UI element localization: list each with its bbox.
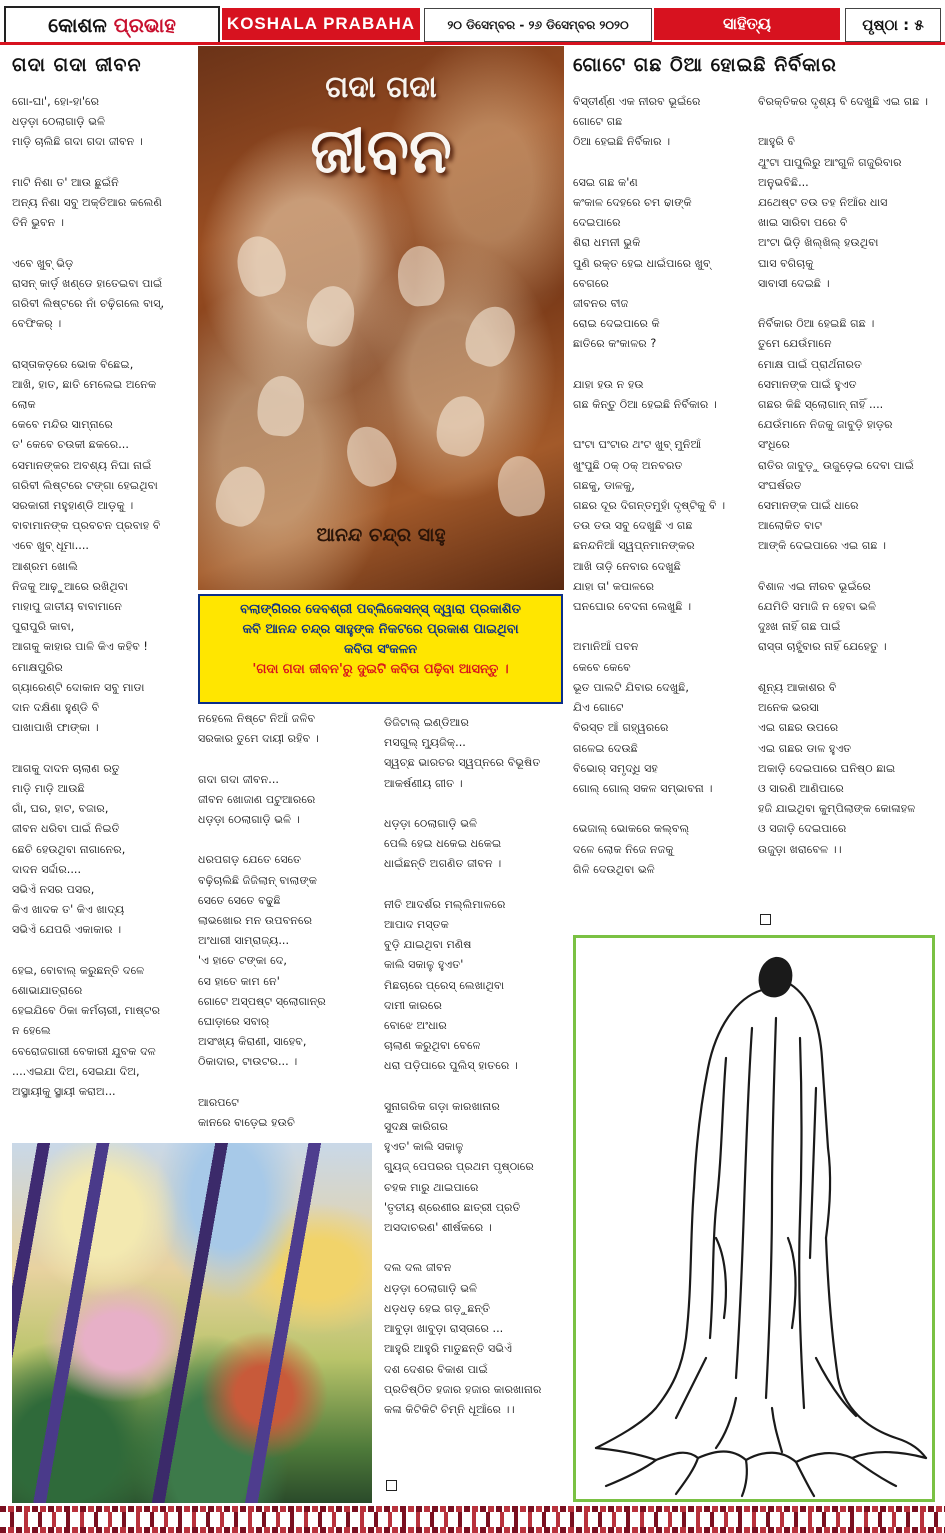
tree-sketch-image	[573, 935, 935, 1502]
poem2-column-2: ବିରକ୍ତିକର ଦୃଶ୍ୟ ବି ଦେଖୁଛି ଏଇ ଗଛ । ଆହୁରି ବି ଥୁଂଟା ପାପୁଲିରୁ ଆଂଗୁଳି ଗଜୁରିବାର ଅନୁଭବିଛି... ଯଥେଷ୍ଟ ତଉ ତହ ନିଆଁର ଧାସ ଖାଇ ସାରିବା ପରେ ବି ଅଂଟା ଭିଡ଼ି ଖିଲ୍‌ଖିଲ୍ ହଉଥିବା ଘାସ ବଗିଚାକୁ ସାବାସୀ ଦେଇଛି । ନିର୍ବିକାର ଠିଆ ହେଇଛି ଗଛ । ତୁମେ ଯେଉଁମାନେ ମୋକ୍ଷ ପାଇଁ ପ୍ରାର୍ଥନାରତ ସେମାନଙ୍କ ପାଇଁ ହୁଏତ ଗଛର କିଛି ସ୍ଲୋଗାନ୍ ନାହିଁ .... ଯେଉଁମାନେ ନିଜକୁ ଜାବୁଡ଼ି ହାଡ଼ର ସଂଧିରେ ରାତିର ଜାବୁଡ଼ୁ ଉଜୁଡ଼େଇ ଦେବା ପାଇଁ ସଂଘର୍ଷରତ ସେମାନଙ୍କ ପାଇଁ ଧାରେ ଆଲୋକିତ ବାଟ ଆଙ୍କି ଦେଇପାରେ ଏଇ ଗଛ । ବିଶାଳ ଏଇ ନୀରବ ଭୂଇଁରେ ଯେମିତି ସମାଜି ନ ହେବା ଭଳି ଦୁଃଖ ନାହିଁ ଗଛ ପାଇଁ ରାସ୍ତା ଚାହୁଁବାର ନାହିଁ ଯେହେତୁ । ଶୂନ୍ୟ ଆକାଶର ବି ଅନେକ ଭରସା ଏଇ ଗଛର ଉପରେ ଏଇ ଗଛର ଡାଳ ହୁଏତ ଅକାଡ଼ି ଦେଇପାରେ ଘନିଷ୍ଠ ଛାଇ ଓ ସାରଣି ଆଣିପାରେ ହଜି ଯାଇଥିବା କୁମ୍ପିଲାଙ୍କ କୋଳାହଳ ଓ ସଜାଡ଼ି ଦେଇପାରେ ଉଜୁଡ଼ା ଖରାବେଳ ।।	[758, 95, 928, 856]
forest-painting-image	[12, 1143, 372, 1503]
logo-text-b: ପ୍ରଭାହ	[113, 13, 176, 37]
notice-line-3: କବିତା ସଂକଳନ	[343, 642, 418, 657]
header-divider	[0, 42, 945, 45]
newspaper-logo[interactable]	[4, 6, 220, 44]
poem1-title: ଗଦା ଗଦା ଜୀବନ	[12, 54, 142, 76]
book-notice-box	[198, 594, 563, 704]
tree-sketch-drawing	[576, 938, 932, 1499]
poem1-column-2: ନହେଲେ ନିଷ୍ଟେ ନିଆଁ ଜଳିବ ସରକାର ତୁମେ ଦାୟୀ ରହିବ । ଗଦା ଗଦା ଜୀବନ... ଜୀବନ ଖୋଜାଣ ପଟୁଆରରେ ଧଡ଼ଡ଼ା ଠେଲାଗାଡ଼ି ଭଳି । ଧରପଗଡ଼ ଯେତେ ସେତେ ବଢ଼ିଚାଲିଛି ଜିଜିଲାନ୍ ବାଲାଙ୍କ ସେତେ ସେତେ ବଢୁଛି ଲାଭଖୋର ମନ ଉପବନରେ ଅଂଧାରୀ ସାମ୍ରାଜ୍ୟ... 'ଏ ହାତେ ଟଙ୍କା ଦେ, ସେ ହାତେ କାମ ନେ' ଗୋଟେ ଅସ୍ପଷ୍ଟ ସ୍ଲୋଗାନ୍ର ଘୋଡ଼ାରେ ସବାର୍ ଅସଂଖ୍ୟ କିରାଣୀ, ସାହେବ, ଠିକାଦାର, ଟାଉଟର... । ଆରପଟେ କାନରେ ବାଡ଼େଇ ହଉଚି	[198, 712, 326, 1130]
logo-text-a: କୋଶଳ	[48, 13, 107, 37]
poem2-title: ଗୋଟେ ଗଛ ଠିଆ ହୋଇଛି ନିର୍ବିକାର	[573, 54, 837, 76]
notice-line-4: 'ଗଦା ଗଦା ଜୀବନ'ରୁ ଦୁଇଟି କବିତା ପଢ଼ିବା ଆସନ୍ତୁ ।	[252, 662, 509, 677]
cover-title-big: ଜୀବନ	[310, 114, 452, 187]
masthead	[0, 0, 945, 44]
cover-title-small: ଗଦା ଗଦା	[325, 70, 437, 105]
notice-line-1: ବଲାଙ୍ଗିରର ଦେବଶ୍ରୀ ପବ୍ଲିକେସନ୍ସ୍ ଦ୍ୱାରା ପ୍ରକାଶିତ	[240, 602, 521, 617]
book-cover-image	[198, 46, 564, 590]
section-label: ସାହିତ୍ୟ	[654, 8, 840, 40]
notice-line-2: କବି ଆନନ୍ଦ ଚନ୍ଦ୍ର ସାହୁଙ୍କ ନିକଟରେ ପ୍ରକାଶ ପାଇଥିବା	[242, 622, 519, 637]
poem1-column-1: ଗୋ-ଘା', ହୋ-ହା'ରେ ଧଡ଼ଡ଼ା ଠେଲାଗାଡ଼ି ଭଳି ମାଡ଼ି ଚାଲିଛି ଗଦା ଗଦା ଜୀବନ । ମାଟି ନିଶା ତ' ଆଉ ଛୁଇଁନି ଅନ୍ୟ ନିଶା ସବୁ ଅକ୍ତିଆର କଲେଣି ତିନି ଭୁବନ । ଏବେ ଖୁବ୍ ଭିଡ଼ ରାସନ୍ କାର୍ଡ଼ ଖଣ୍ଡେ ହାତେଇବା ପାଇଁ ଗରିବୀ ଲିଷ୍ଟରେ ନାଁ ଚଢ଼ିଗଲେ ବାସ୍, ବେଫିକର୍ । ରାସ୍ତାକଡ଼ରେ ଭୋକ ବିଛେଇ, ଆଖି, ହାତ, ଛାତି ମେଲେଇ ଅନେକ ଲୋକ କେବେ ମନ୍ଦିର ସାମ୍ନାରେ ତ' କେବେ ଚଉକୀ ଛକରେ... ସେମାନଙ୍କର ଅବଶ୍ୟ ନିଘା ନାଇଁ ଗରିବୀ ଲିଷ୍ଟରେ ଟଙ୍ଗା ହେଇଥିବା ସରକାରୀ ମହୁହାଣ୍ଡି ଆଡ଼କୁ । ବାବାମାନଙ୍କ ପ୍ରବଚନ ପ୍ରବାହ ବି ଏବେ ଖୁବ୍ ଧୂମା.... ଆଶ୍ରମ ଖୋଲି ନିଜକୁ ଆଢ଼ୁଆରେ ରଖିଥିବା ମାହାପୁ ଜାତୀୟ ବାବାମାନେ ପୁରାପୁରି କାବା, ଆଗକୁ କାହାର ପାଳି କିଏ କହିବ ! ମୋକ୍ଷପୁରିର ଗ୍ୟାରେଣ୍ଟି ଦୋକାନ ସବୁ ମାଡା ଦାନ ଦକ୍ଷିଣା ହୁଣ୍ଡି ବି ପାଖାପାଖି ଫାଙ୍କା । ଆଗକୁ ଦାଦନ ଚାଲାଣ ରତୁ ମାଡ଼ି ମାଡ଼ି ଆଉଛି ଗାଁ, ଘର, ହାଟ, ବଜାର, ଜୀବନ ଧରିବା ପାଇଁ ନିଇତି ଛେଚି ହେଉଥିବା ନାଗାନେର, ଦାଦନ ସର୍ଦ୍ଦାର.... ସଭିଏଁ ନସର ପସର, କିଏ ଖାଦକ ତ' କିଏ ଖାଦ୍ୟ ସଭିଏଁ ଯେପରି ଏକାକାର । ହେଇ, ବୋବାଲ୍ କରୁଛନ୍ତି ଦଳେ ଶୋଭାଯାତ୍ରାରେ ହେଇଯିବେ ଠିକା କର୍ମଚାରୀ, ମାଷ୍ଟର ନ ହେଲେ ବେରୋଜଗାରୀ ବେକାରୀ ଯୁବକ ଦଳ ....ଏଇଯା ଦିଅ, ସେଇଯା ଦିଅ, ଅସ୍ଥାୟୀକୁ ସ୍ଥାୟୀ କରାଅ...	[12, 95, 165, 1098]
brand-name: KOSHALA PRABAHA	[222, 8, 420, 40]
page-number: ପୃଷ୍ଠା : ୫	[845, 8, 941, 42]
poem1-column-3: ଡିଜିଟାଲ୍ ଇଣ୍ଡିଆର ମସଗୁଲ୍ ମ୍ୟୁଜିକ୍... ସ୍ୱଚ୍ଛ ଭାରତର ସ୍ୱପ୍ନରେ ବିଭୂଷିତ ଆକର୍ଷଣୀୟ ଗୀତ । ଧଡ଼ଡ଼ା ଠେଲାଗାଡ଼ି ଭଳି ପେଲି ହେଇ ଧକେଇ ଧକେଇ ଧାଇଁଛନ୍ତି ଅଗଣିତ ଜୀବନ । ନୀତି ଆଦର୍ଶର ମଲ୍ଲିମାଳରେ ଆପାଦ ମସ୍ତକ ବୁଡ଼ି ଯାଇଥିବା ମଣିଷ କାଲି ସକାଳୁ ହୁଏତ' ମିଛଚାରେ ପ୍ରେସ୍ ଲେଖାଥିବା ଦାମୀ କାରରେ ବୋଝେ ଅଂଧାର ଚାଲାଣ କରୁଥିବା ବେଳେ ଧରା ପଡ଼ିପାରେ ପୁଲିସ୍ ହାତରେ । ସୁନାଗରିକ ଗଡ଼ା କାରଖାନାର ସୁଦକ୍ଷ କାରିଗର ହୁଏତ' କାଲି ସକାଳୁ ଗ୍ୟୁଜ୍ ପେପରର ପ୍ରଥମ ପୃଷ୍ଠାରେ ଚହକ ମାରୁ ଥାଇପାରେ 'ତୃତୀୟ ଶ୍ରେଣୀର ଛାତ୍ରୀ ପ୍ରତି ଅସଦାଚରଣ' ଶୀର୍ଷକରେ । ଦଲ ଦଲ ଜୀବନ ଧଡ଼ଡ଼ା ଠେଲାଗାଡ଼ି ଭଳି ଧଡ଼ଧଡ଼ ହେଇ ଗଡ଼ୁଛନ୍ତି ଆବୁଡ଼ା ଖାବୁଡ଼ା ରାସ୍ତାରେ ... ଆହୁରି ଆହୁରି ମାତୁଛନ୍ତି ସଭିଏଁ ଦଶ ଦେଶର ବିକାଶ ପାଇଁ ପ୍ରତିଷ୍ଠିତ ହଜାର ହଜାର କାରଖାନାର କଳା କିଟିକିଟି ଚିମ୍ନି ଧୂଆଁରେ ।।	[384, 716, 542, 1416]
poem2-column-1: ବିସ୍ତୀର୍ଣ୍ଣ ଏକ ନୀରବ ଭୂଇଁରେ ଗୋଟେ ଗଛ ଠିଆ ହେଇଛି ନିର୍ବିକାର । ସେଇ ଗଛ କ'ଣ କଂକାଳ ଦେହରେ ଚମ ଢାଙ୍କି ଦେଇପାରେ ଶିରା ଧମନୀ ଭୁକି ପୁଣି ରକ୍ତ ହେଇ ଧାଇଁପାରେ ଖୁବ୍ ବେଗରେ ଜୀବନର ବୀଜ ରୋଇ ଦେଇପାରେ କି ଛାତିରେ କଂକାଳର ? ଯାହା ହଉ ନ ହଉ ଗଛ କିନ୍ତୁ ଠିଆ ହେଇଛି ନିର୍ବିକାର । ଘଂଟା ଘଂଟାର ଥଂଟ ଖୁବ୍ ମୁନିଆଁ ଖୁଂପୁଛି ଠକ୍ ଠକ୍ ଅନବରତ ଗଛକୁ, ଡାଳକୁ, ଗଛର ଦୂର ଦିଗନ୍ତମୁହାଁ ଦୃଷ୍ଟିକୁ ବି । ତଉ ତଉ ସବୁ ଦେଖୁଛି ଏ ଗଛ ଛନନ୍ଦନିଆଁ ସ୍ୱପ୍ନମାନଙ୍କର ଆଖି ତାଡ଼ି ନେବାର ଦେଖୁଛି ଯାହା ତା' କପାଳରେ ଘନଘୋର ବେଦନା ଲେଖୁଛି । ଅମାନିଆଁ ପବନ କେବେ କେବେ ଭୂତ ପାଲଟି ଯିବାର ଦେଖୁଛି, ଯିଏ ଗୋଟେ ବିରସ୍ତ ଆଁ ଗହ୍ୱରରେ ଗଳେଇ ଦେଉଛି ବିଭୋର୍ ସମୃଦ୍ଧି ସହ ଗୋଲ୍ ଗୋଲ୍ ସକଳ ସମ୍ଭାବନା । ଭେଜାଲ୍ ଭୋକରେ କଲ୍‌ବଲ୍ ଦଳେ ଲୋକ ନିଜେ ନଜକୁ ଗିଳି ଦେଉଥିବା ଭଳି	[573, 95, 726, 876]
poem1-end-mark	[386, 1476, 397, 1495]
footer-border-pattern	[0, 1512, 945, 1527]
cover-author: ଆନନ୍ଦ ଚନ୍ଦ୍ର ସାହୁ	[316, 524, 446, 546]
poem2-end-mark	[760, 910, 771, 929]
issue-date: ୨୦ ଡିସେମ୍ବର - ୨୬ ଡିସେମ୍ବର ୨୦୨୦	[424, 8, 652, 42]
